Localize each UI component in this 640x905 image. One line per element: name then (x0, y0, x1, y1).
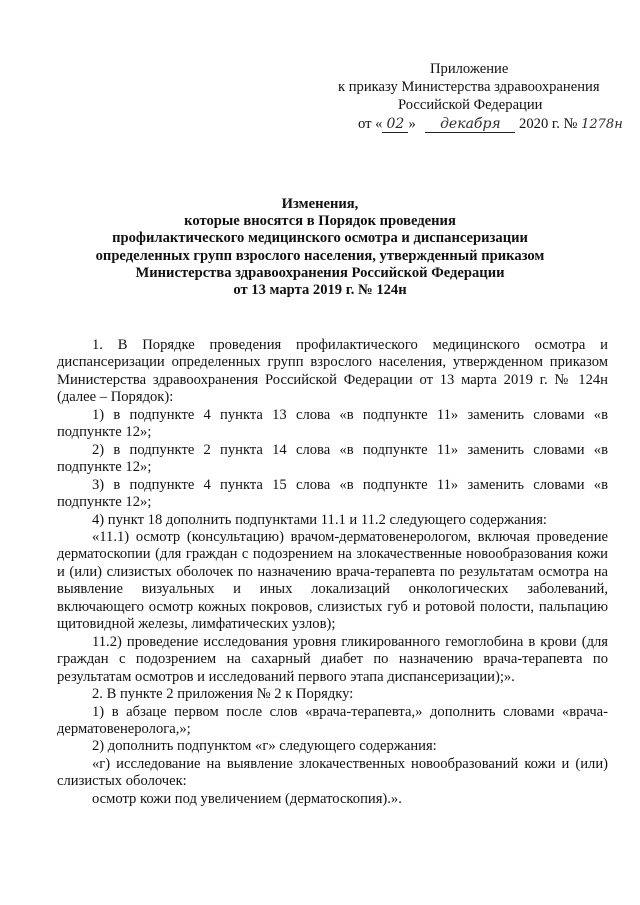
heading-line: профилактического медицинского осмотра и диспансеризации (112, 230, 528, 247)
handwritten-month: декабря (425, 116, 515, 133)
paragraph: 2. В пункте 2 приложения № 2 к Порядку: (92, 686, 354, 703)
paragraph: 3) в подпункте 4 пункта 15 слова «в подпункте 11» заменить словами «в подпункте 12»; (57, 476, 608, 511)
paragraph: 1) в абзаце первом после слов «врача-терапевта,» дополнить словами «врача-дерматовенеролога,»; (57, 703, 608, 737)
paragraph: 11.2) проведение исследования уровня гликированного гемоглобина в крови (для граждан с подозрением на сахарный диабет по назначению врача-терапевта по результатам осмотров и исследований первого этапа диспансеризации);». (57, 633, 608, 685)
document-body (57, 337, 608, 808)
heading-line: Министерства здравоохранения Российской Федерации (135, 264, 505, 281)
paragraph: 1. В Порядке проведения профилактического медицинского осмотра и диспансеризации определенных групп взрослого населения, утвержденном приказом Министерства здравоохранения Российской Федерации от 13 марта 2019 г. № 124н (далее – Порядок): (57, 337, 608, 406)
heading-line: от 13 марта 2019 г. № 124н (233, 282, 407, 299)
date-year: 2020 г. № (519, 116, 578, 132)
handwritten-order-number: 1278н (581, 117, 623, 132)
appendix-federation-line: Российской Федерации (398, 97, 543, 113)
appendix-date-line (358, 115, 623, 134)
paragraph: «11.1) осмотр (консультацию) врачом-дерматовенерологом, включая проведение дерматоскопии (для граждан с подозрением на злокачественные новообразования кожи и (или) слизистых оболочек по назначению врача-терапевта по результатам осмотра на выявление визуальных и иных локализаций онкологических заболеваний, включающего осмотр кожных покровов, слизистых губ и ротовой полости, пальпацию щитовидной железы, лимфатических узлов); (57, 528, 608, 633)
paragraph: 2) дополнить подпунктом «г» следующего содержания: (92, 738, 437, 755)
heading-line: которые вносятся в Порядок проведения (184, 213, 456, 230)
date-mid: » (408, 116, 416, 132)
paragraph: осмотр кожи под увеличением (дерматоскопия).». (92, 790, 402, 807)
heading-line: определенных групп взрослого населения, утвержденный приказом (95, 247, 545, 264)
date-prefix: от « (358, 116, 383, 132)
paragraph: 2) в подпункте 2 пункта 14 слова «в подпункте 11» заменить словами «в подпункте 12»; (57, 441, 608, 476)
handwritten-day: 02 (382, 116, 408, 133)
appendix-order-line: к приказу Министерства здравоохранения (338, 79, 600, 95)
heading-line: Изменения, (281, 196, 359, 212)
paragraph: 1) в подпункте 4 пункта 13 слова «в подпункте 11» заменить словами «в подпункте 12»; (57, 406, 608, 441)
appendix-title: Приложение (430, 61, 509, 77)
paragraph: «г) исследование на выявление злокачественных новообразований кожи и (или) слизистых оболочек: (57, 755, 608, 790)
document-heading (60, 196, 580, 299)
paragraph: 4) пункт 18 дополнить подпунктами 11.1 и 11.2 следующего содержания: (92, 511, 547, 528)
